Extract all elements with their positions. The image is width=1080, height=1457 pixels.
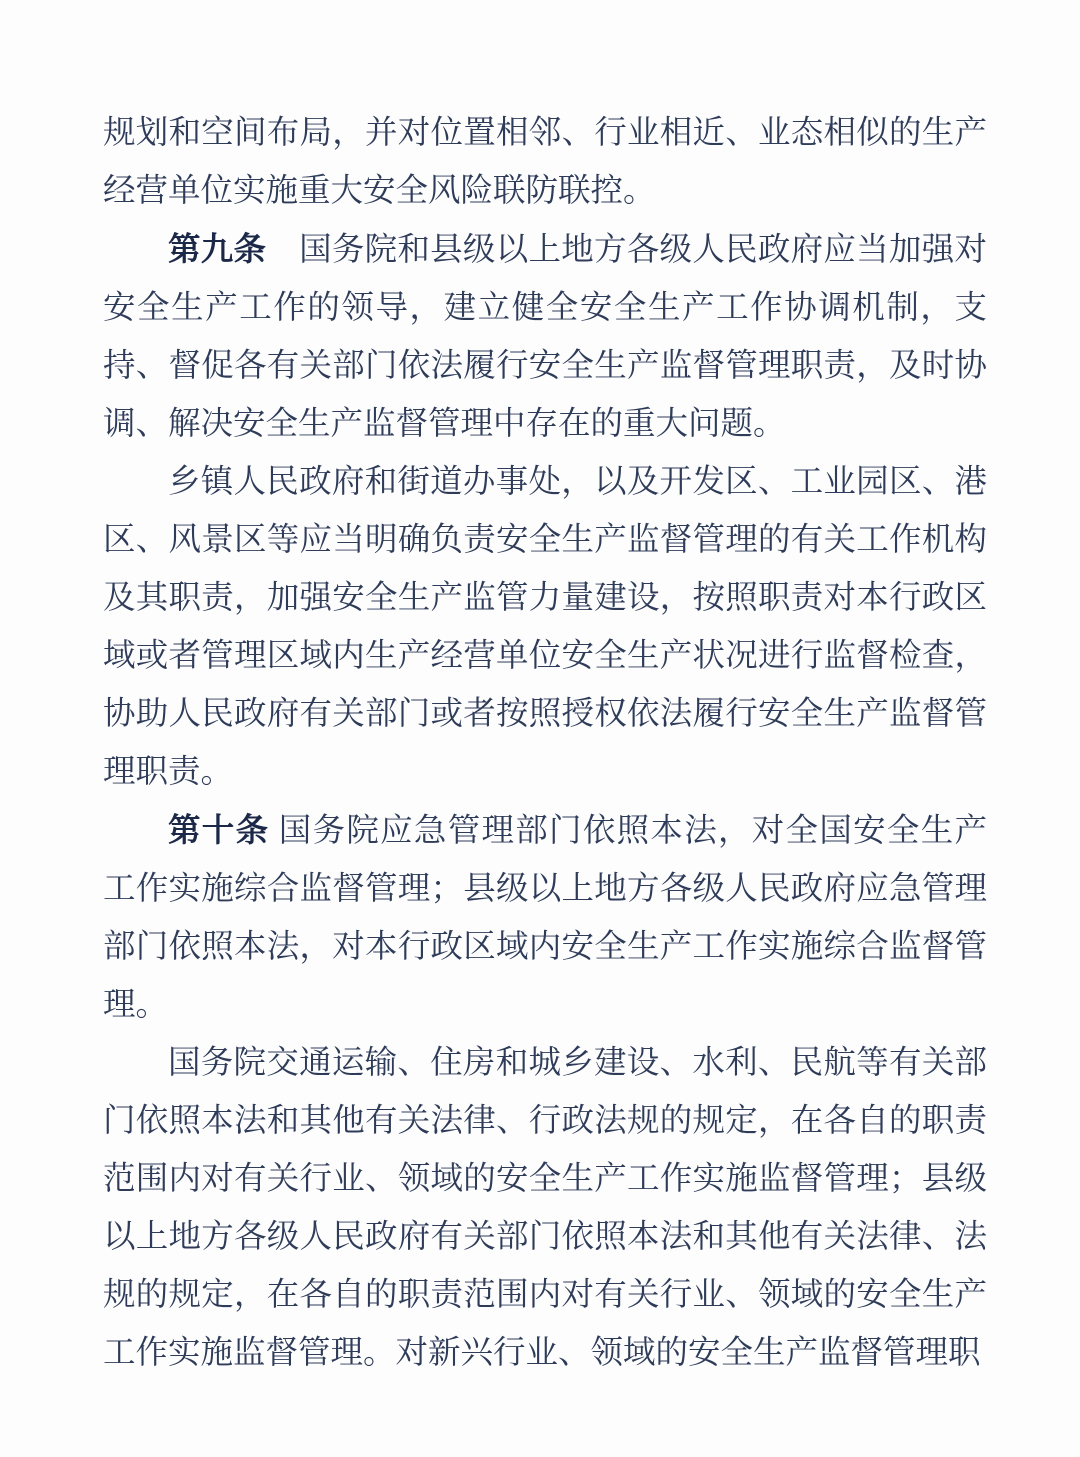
paragraph	[103, 220, 987, 453]
paragraph	[103, 104, 987, 220]
article-number: 第九条	[168, 231, 267, 267]
paragraph-text: 乡镇人民政府和街道办事处，以及开发区、工业园区、港区、风景区等应当明确负责安全生产监督管理的有关工作机构及其职责，加强安全生产监管力量建设，按照职责对本行政区域或者管理区域内生产经营单位安全生产状况进行监督检查，协助人民政府有关部门或者按照授权依法履行安全生产监督管理职责。	[103, 464, 987, 790]
paragraph-text: 国务院交通运输、住房和城乡建设、水利、民航等有关部门依照本法和其他有关法律、行政法规的规定，在各自的职责范围内对有关行业、领域的安全生产工作实施监督管理；县级以上地方各级人民政府有关部门依照本法和其他有关法律、法规的规定，在各自的职责范围内对有关行业、领域的安全生产工作实施监督管理。对新兴行业、领域的安全生产监督管理职	[103, 1045, 987, 1371]
article-number: 第十条	[168, 812, 270, 848]
paragraph-text: 国务院应急管理部门依照本法，对全国安全生产工作实施综合监督管理；县级以上地方各级人民政府应急管理部门依照本法，对本行政区域内安全生产工作实施综合监督管理。	[103, 813, 987, 1023]
paragraph	[103, 801, 987, 1034]
paragraph-text: 规划和空间布局，并对位置相邻、行业相近、业态相似的生产经营单位实施重大安全风险联防联控。	[103, 115, 987, 209]
paragraph	[103, 453, 987, 801]
paragraph-text: 国务院和县级以上地方各级人民政府应当加强对安全生产工作的领导，建立健全安全生产工作协调机制，支持、督促各有关部门依法履行安全生产监督管理职责，及时协调、解决安全生产监督管理中存在的重大问题。	[103, 232, 987, 442]
paragraph	[103, 1034, 987, 1382]
